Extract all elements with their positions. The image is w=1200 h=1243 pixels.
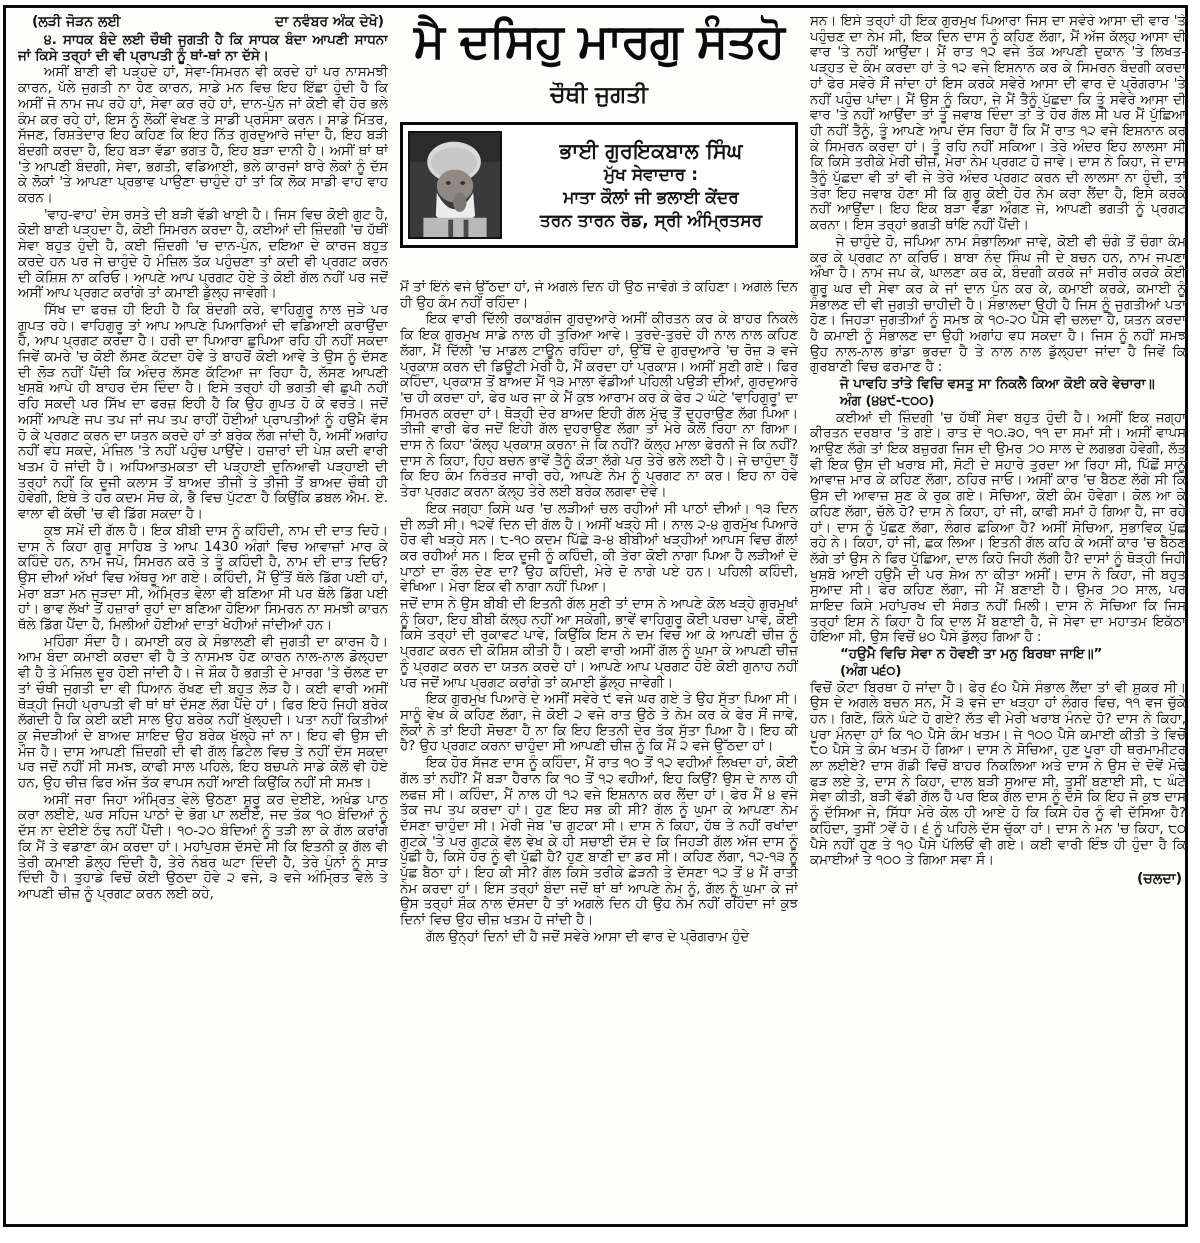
column-right [810,14,1186,1216]
author-photo [408,131,502,239]
scripture-quote-line: ਅੰਗ (੪੪੯-੮੦੦) [840,393,935,409]
author-box [400,122,798,248]
paragraph: ਅਸੀਂ ਬਾਣੀ ਵੀ ਪੜ੍ਹਦੇ ਹਾਂ, ਸੇਵਾ-ਸਿਮਰਨ ਵੀ ਕਰਦੇ ਹਾਂ ਪਰ ਨਾਸਮਝੀ ਕਾਰਨ, ਪੱਲੇ ਜੁਗਤੀ ਨਾ ਹੋਣ ਕਾਰਨ, ਸਾਡੇ ਮਨ ਵਿਚ ਇਹ ਇੱਛਾ ਹੁੰਦੀ ਹੈ ਕਿ ਅਸੀਂ ਜੋ ਨਾਮ ਜਪ ਰਹੇ ਹਾਂ, ਸੇਵਾ ਕਰ ਰਹੇ ਹਾਂ, ਦਾਨ-ਪੁੰਨ ਜਾਂ ਕੋਈ ਵੀ ਹੋਰ ਭਲੇ ਕੰਮ ਕਰ ਰਹੇ ਹਾਂ, ਇਸ ਨੂੰ ਲੋਕੀਂ ਵੇਖਣ ਤੇ ਸਾਡੀ ਪ੍ਰਸੰਸਾ ਕਰਨ। ਸਾਡੇ ਮਿੱਤਰ, ਸੱਜਣ, ਰਿਸ਼ਤੇਦਾਰ ਇਹ ਕਹਿਣ ਕਿ ਇਹ ਨਿੱਤ ਗੁਰਦੁਆਰੇ ਜਾਂਦਾ ਹੈ, ਇਹ ਬੜੀ ਬੰਦਗੀ ਕਰਦਾ ਹੈ, ਇਹ ਬੜਾ ਵੱਡਾ ਭਗਤ ਹੈ, ਇਹ ਬੜਾ ਦਾਨੀ ਹੈ। ਅਸੀਂ ਥਾਂ ਥਾਂ 'ਤੇ ਆਪਣੀ ਬੰਦਗੀ, ਸੇਵਾ, ਭਗਤੀ, ਵਡਿਆਈ, ਭਲੇ ਕਾਰਜਾਂ ਬਾਰੇ ਲੋਕਾਂ ਨੂੰ ਦੱਸ ਕੇ ਲੋਕਾਂ 'ਤੇ ਆਪਣਾ ਪ੍ਰਭਾਵ ਪਾਉਣਾ ਚਾਹੁੰਦੇ ਹਾਂ ਤਾਂ ਕਿ ਲੋਕ ਸਾਡੀ ਵਾਹ ਵਾਹ ਕਰਨ। [18,65,388,207]
column-left-text [18,33,388,903]
paragraph: ਕੁਝ ਸਮੇਂ ਦੀ ਗੱਲ ਹੈ। ਇਕ ਬੀਬੀ ਦਾਸ ਨੂੰ ਕਹਿੰਦੀ, ਨਾਮ ਦੀ ਦਾਤ ਦਿਹੋ। ਦਾਸ ਨੇ ਕਿਹਾ ਗੁਰੂ ਸਾਹਿਬ ਤੇ ਆਪ 1430 ਅੰਗਾਂ ਵਿਚ ਆਵਾਜ਼ਾਂ ਮਾਰ ਕੇ ਕਹਿੰਦੇ ਹਨ, ਨਾਮ ਜਪੋ, ਸਿਮਰਨ ਕਰੋ ਤੇ ਤੂੰ ਕਹਿੰਦੀ ਹੈ, ਨਾਮ ਦੀ ਦਾਤ ਦਿਓ? ਉਸ ਦੀਆਂ ਅੱਖਾਂ ਵਿਚ ਅੱਥਰੂ ਆ ਗਏ। ਕਹਿੰਦੀ, ਮੈਂ ਉੱਤੋਂ ਥੱਲੇ ਡਿੱਗ ਪਈ ਹਾਂ, ਮੇਰਾ ਬੜਾ ਮਨ ਜੁੜਦਾ ਸੀ, ਅੰਮ੍ਰਿਤ ਵੇਲਾ ਵੀ ਬਣਿਆ ਸੀ ਪਰ ਥੱਲੇ ਡਿੱਗ ਪਈ ਹਾਂ। ਭਾਵ ਲੱਖਾਂ ਤੋਂ ਹਜ਼ਾਰਾਂ ਰੁਹਾਂ ਦਾ ਬਣਿਆ ਹੋਇਆ ਸਿਮਰਨ ਨਾ ਸਮਝੀ ਕਾਰਨ ਥੱਲੇ ਡਿੱਗ ਪੈਂਦਾ ਹੈ, ਮਿਲੀਆਂ ਹੋਈਆਂ ਦਾਤਾਂ ਖੋਹੀਆਂ ਜਾਂਦੀਆਂ ਹਨ। [18,523,388,634]
paragraph: ਮੈਂ ਤਾਂ ਇੰਨੇ ਵਜੇ ਉੱਠਦਾ ਹਾਂ, ਜੇ ਅਗਲੇ ਦਿਨ ਹੀ ਉਠ ਜਾਵੋਗੇ ਤੇ ਕਹਿਣਾ। ਅਗਲੇ ਦਿਨ ਹੀ ਉਹ ਕੰਮ ਨਹੀਂ ਰਹਿੰਦਾ। [400,280,798,311]
column-middle-text [400,280,798,946]
author-name: ਭਾਈ ਗੁਰਇਕਬਾਲ ਸਿੰਘ [559,138,743,163]
author-meta [512,138,790,233]
paragraph: ਸਨ। ਇਸੇ ਤਰ੍ਹਾਂ ਹੀ ਇਕ ਗੁਰਮੁਖ ਪਿਆਰਾ ਜਿਸ ਦਾ ਸਵੇਰੇ ਆਸਾ ਦੀ ਵਾਰ 'ਤੇ ਪਹੁੰਚਣ ਦਾ ਨੇਮ ਸੀ, ਇਕ ਦਿਨ ਦਾਸ ਨੂੰ ਕਹਿਣ ਲੱਗਾ, ਮੈਂ ਅੱਜ ਕੱਲ੍ਹ ਆਸਾ ਦੀ ਵਾਰ 'ਤੇ ਨਹੀਂ ਆਉਂਦਾ। ਮੈਂ ਰਾਤ ੧੨ ਵਜੇ ਤੱਕ ਆਪਣੀ ਦੁਕਾਨ 'ਤੇ ਲਿਖਤ-ਪੜ੍ਹਤ ਦੇ ਕੰਮ ਕਰਦਾ ਹਾਂ ਤੇ ੧੨ ਵਜੇ ਇਸ਼ਨਾਨ ਕਰ ਕੇ ਸਿਮਰਨ ਬੰਦਗੀ ਕਰਦਾ ਹਾਂ ਫੇਰ ਸਵੇਰੇ ਸੌਂ ਜਾਂਦਾ ਹਾਂ ਇਸ ਕਰਕੇ ਸਵੇਰੇ ਆਸਾ ਦੀ ਵਾਰ ਦੇ ਪ੍ਰੋਗਰਾਮ 'ਤੇ ਨਹੀਂ ਪਹੁੰਚ ਪਾਂਦਾ। ਮੈਂ ਉਸ ਨੂੰ ਕਿਹਾ, ਜੇ ਮੈਂ ਤੈਨੂੰ ਪੁੱਛਦਾ ਕਿ ਤੂੰ ਸਵੇਰੇ ਆਸਾ ਦੀ ਵਾਰ 'ਤੇ ਨਹੀਂ ਆਉਂਦਾ ਤਾਂ ਤੂੰ ਜਵਾਬ ਦਿੰਦਾ ਤਾਂ ਤੇ ਹੋਰ ਗੱਲ ਸੀ ਪਰ ਮੈਂ ਪੁੱਛਿਆ ਹੀ ਨਹੀਂ ਤੈਨੂੰ, ਤੂੰ ਆਪਣੇ ਆਪ ਦੱਸ ਰਿਹਾ ਹੈਂ ਕਿ ਮੈਂ ਰਾਤ ੧੨ ਵਜੇ ਇਸ਼ਨਾਨ ਕਰ ਕੇ ਸਿਮਰਨ ਕਰਦਾ ਹਾਂ। ਤੂੰ ਰਹਿ ਨਹੀਂ ਸਕਿਆ। ਤੇਰੇ ਅੰਦਰ ਇਹ ਲਾਲਸਾ ਸੀ ਕਿ ਕਿਸੇ ਤਰੀਕੇ ਮੇਰੀ ਚੀਜ਼, ਮੇਰਾ ਨੇਮ ਪ੍ਰਗਟ ਹੋ ਜਾਵੇ। ਦਾਸ ਨੇ ਕਿਹਾ, ਜੇ ਦਾਸ ਤੈਨੂੰ ਪੁੱਛਦਾ ਵੀ ਤਾਂ ਵੀ ਜੇ ਤੇਰੇ ਅੰਦਰ ਪ੍ਰਗਟ ਕਰਨ ਦੀ ਲਾਲਸਾ ਨਾ ਹੁੰਦੀ, ਤਾਂ ਤੇਰਾ ਇਹ ਜਵਾਬ ਹੋਣਾ ਸੀ ਕਿ ਗੁਰੂ ਕੋਈ ਹੋਰ ਨੇਮ ਕਰਾ ਲੈਂਦਾ ਹੈ, ਇਸੇ ਕਰਕੇ ਨਹੀਂ ਆਉਂਦਾ। ਇਹ ਇਕ ਬੜਾ ਵੱਡਾ ਔਗਣ ਜੇ, ਆਪਣੀ ਭਗਤੀ ਨੂੰ ਪ੍ਰਗਟ ਕਰਨਾ। ਇਸ ਤਰ੍ਹਾਂ ਭਗਤੀ ਥਾਂਇ ਨਹੀਂ ਪੈਂਦੀ। [810,14,1186,234]
paragraph: ਇਕ ਜਗ੍ਹਾ ਕਿਸੇ ਘਰ 'ਚ ਲੜੀਆਂ ਚਲ ਰਹੀਆਂ ਸੀ ਪਾਠਾਂ ਦੀਆਂ। ੧੩ ਦਿਨ ਦੀ ਲੜੀ ਸੀ। ੧੨ਵੇਂ ਦਿਨ ਦੀ ਗੱਲ ਹੈ। ਅਸੀਂ ਖੜ੍ਹੇ ਸੀ। ਨਾਲ ੨-੪ ਗੁਰਮੁੱਖ ਪਿਆਰੇ ਹੋਰ ਵੀ ਖੜ੍ਹੇ ਸਨ। ੮-੧੦ ਕਦਮ ਪਿੱਛੇ ੩-੪ ਬੀਬੀਆਂ ਖੜ੍ਹੀਆਂ ਆਪਸ ਵਿਚ ਗੱਲਾਂ ਕਰ ਰਹੀਆਂ ਸਨ। ਇਕ ਦੂਜੀ ਨੂੰ ਕਹਿੰਦੀ, ਕੀ ਤੇਰਾ ਕੋਈ ਨਾਗਾ ਪਿਆ ਹੈ ਲੜੀਆਂ ਦੇ ਪਾਠਾਂ ਦਾ ਰੌਲ ਦੇਣ ਦਾ? ਉਹ ਕਹਿੰਦੀ, ਮੇਰੇ ਦੋ ਨਾਗੇ ਪਏ ਹਨ। ਪਹਿਲੀ ਕਹਿੰਦੀ, ਵੇਖਿਆ। ਮੇਰਾ ਇਕ ਵੀ ਨਾਗਾ ਨਹੀਂ ਪਿਆ। [400,501,798,596]
page-title: ਮੈ ਦਸਿਹੁ ਮਾਰਗੁ ਸੰਤਹੋ [414,14,784,69]
headline-block [400,10,798,248]
paragraph: ਗੱਲ ਉਨ੍ਹਾਂ ਦਿਨਾਂ ਦੀ ਹੈ ਜਦੋਂ ਸਵੇਰੇ ਆਸਾ ਦੀ ਵਾਰ ਦੇ ਪ੍ਰੋਗਰਾਮ ਹੁੰਦੇ [426,929,750,945]
series-note-right: ਦਾ ਨਵੰਬਰ ਅੰਕ ਦੇਖੋ) [275,14,384,30]
column-left [18,14,388,1214]
series-note [18,14,388,31]
paragraph: ਸਿੱਖ ਦਾ ਫਰਜ਼ ਹੀ ਇਹੀ ਹੈ ਕਿ ਬੰਦਗੀ ਕਰੇ, ਵਾਹਿਗੁਰੂ ਨਾਲ ਜੁੜੇ ਪਰ ਗੁਪਤ ਰਹੇ। ਵਾਹਿਗੁਰੂ ਤਾਂ ਆਪ ਆਪਣੇ ਪਿਆਰਿਆਂ ਦੀ ਵਡਿਆਈ ਕਰਾਉਂਦਾ ਹੈ, ਆਪ ਪ੍ਰਗਟ ਕਰਦਾ ਹੈ। ਹਰੀ ਦਾ ਪਿਆਰਾ ਛੁਪਿਆ ਰਹਿ ਹੀ ਨਹੀਂ ਸਕਦਾ ਜਿਵੇਂ ਕਮਰੇ 'ਚ ਕੋਈ ਲੱਸਣ ਕੱਟਦਾ ਹੋਵੇ ਤੇ ਬਾਹਰੋਂ ਕੋਈ ਆਵੇ ਤੇ ਉਸ ਨੂੰ ਦੱਸਣ ਦੀ ਲੋੜ ਨਹੀਂ ਪੈਂਦੀ ਕਿ ਅੰਦਰ ਲੱਸਣ ਕੱਟਿਆ ਜਾ ਰਿਹਾ ਹੈ, ਲੱਸਣ ਆਪਣੀ ਖੁਸ਼ਬੋ ਆਪੇ ਹੀ ਬਾਹਰ ਦੱਸ ਦਿੰਦਾ ਹੈ। ਇਸੇ ਤਰ੍ਹਾਂ ਹੀ ਭਗਤੀ ਵੀ ਛੁਪੀ ਨਹੀਂ ਰਹਿ ਸਕਦੀ ਪਰ ਸਿੱਖ ਦਾ ਫਰਜ਼ ਇਹੀ ਹੈ ਕਿ ਉਹ ਗੁਪਤ ਹੋ ਕੇ ਵਰਤੇ। ਜਦੋਂ ਅਸੀਂ ਆਪਣੇ ਜਪ ਤਪ ਜਾਂ ਜਪ ਤਪ ਰਾਹੀਂ ਹੋਈਆਂ ਪ੍ਰਾਪਤੀਆਂ ਨੂੰ ਹਉਮੈ ਵੱਸ ਹੋ ਕੇ ਪ੍ਰਗਟ ਕਰਨ ਦਾ ਯਤਨ ਕਰਦੇ ਹਾਂ ਤਾਂ ਬਰੇਕ ਲੱਗ ਜਾਂਦੀ ਹੈ, ਅਸੀਂ ਅਗਾਂਹ ਨਹੀਂ ਵਧ ਸਕਦੇ, ਮੰਜ਼ਿਲ 'ਤੇ ਨਹੀਂ ਪਹੁੰਚ ਪਾਉਂਦੇ। ਹਜ਼ਾਰਾਂ ਦੀ ਪੇਸ਼ ਕਦੀ ਵਾਰੀ ਖਤਮ ਹੋ ਜਾਂਦੀ ਹੈ। ਅਧਿਆਤਮਕਤਾ ਦੀ ਪੜ੍ਹਾਈ ਦੁਨਿਆਵੀ ਪੜ੍ਹਾਈ ਦੀ ਤਰ੍ਹਾਂ ਨਹੀਂ ਕਿ ਦੂਜੀ ਕਲਾਸ ਤੋਂ ਬਾਅਦ ਤੀਜੀ ਤੇ ਤੀਜੀ ਤੋਂ ਬਾਅਦ ਚੌਥੀ ਹੀ ਹੋਵੇਗੀ, ਇਥੇ ਤੇ ਹਰ ਕਦਮ ਸੋਚ ਕੇ, ਭੈ ਵਿਚ ਪੁੱਟਣਾ ਹੈ ਕਿਉਂਕਿ ਡਬਲ ਐਮ. ਏ. ਵਾਲਾ ਵੀ ਕੱਚੀ 'ਚ ਵੀ ਡਿੱਗ ਸਕਦਾ ਹੈ। [18,302,388,523]
column-right-text [810,14,1186,888]
scripture-quote-line: (ਅੰਗ ੫੬੦) [840,663,902,679]
scripture-quote-line: “ਹਉਮੈ ਵਿਚਿ ਸੇਵਾ ਨ ਹੋਵਈ ਤਾ ਮਨੁ ਬਿਰਥਾ ਜਾਇ॥” [840,647,1103,663]
paragraph: ਜਦੋਂ ਦਾਸ ਨੇ ਉਸ ਬੀਬੀ ਦੀ ਇਤਨੀ ਗੱਲ ਸੁਣੀ ਤਾਂ ਦਾਸ ਨੇ ਆਪਣੇ ਕੋਲ ਖੜ੍ਹੇ ਗੁਰਮੁਖਾਂ ਨੂੰ ਕਿਹਾ, ਇਹ ਬੀਬੀ ਕੱਲ੍ਹ ਨਹੀਂ ਆ ਸਕੇਗੀ, ਭਾਵੇਂ ਵਾਹਿਗੁਰੂ ਕੋਈ ਪਰਚਾ ਪਾਵੇ, ਕੋਈ ਕਿਸੇ ਤਰ੍ਹਾਂ ਦੀ ਰੁਕਾਵਟ ਪਾਵੇ, ਕਿਉਂਕਿ ਇਸ ਨੇ ਦਮ ਵਿਚ ਆ ਕੇ ਆਪਣੀ ਚੀਜ਼ ਨੂੰ ਪ੍ਰਗਟ ਕਰਨ ਦੀ ਕੋਸ਼ਿਸ਼ ਕੀਤੀ ਹੈ। ਕਈ ਵਾਰੀ ਅਸੀਂ ਗੱਲ ਨੂੰ ਘੁਮਾ ਕੇ ਆਪਣੀ ਚੀਜ਼ ਨੂੰ ਪ੍ਰਗਟ ਕਰਨ ਦਾ ਯਤਨ ਕਰਦੇ ਹਾਂ। ਆਪਣੇ ਆਪ ਪ੍ਰਗਟ ਹੋਏ ਕੋਈ ਗੁਨਾਹ ਨਹੀਂ ਪਰ ਜਦੋਂ ਆਪ ਪ੍ਰਗਟ ਕਰਾਂਗੇ ਤਾਂ ਕਮਾਈ ਡੁੱਲ੍ਹ ਜਾਵੇਗੀ। [400,597,798,691]
column-middle [400,280,798,1216]
paragraph: ਇਕ ਵਾਰੀ ਦਿੱਲੀ ਰਕਾਬਗੰਜ ਗੁਰਦੁਆਰੇ ਅਸੀਂ ਕੀਰਤਨ ਕਰ ਕੇ ਬਾਹਰ ਨਿਕਲੇ ਕਿ ਇਕ ਗੁਰਮੁਖ ਸਾਡੇ ਨਾਲ ਹੀ ਤੁਰਿਆ ਆਵੇ। ਤੁਰਦੇ-ਤੁਰਦੇ ਹੀ ਨਾਲ ਨਾਲ ਕਹਿਣ ਲੱਗਾ, ਮੈਂ ਦਿੱਲੀ 'ਚ ਮਾਡਲ ਟਾਊਨ ਰਹਿੰਦਾ ਹਾਂ, ਉੱਥੋਂ ਦੇ ਗੁਰਦੁਆਰੇ 'ਚ ਰੋਜ਼ ੩ ਵਜੇ ਪ੍ਰਕਾਸ਼ ਕਰਨ ਦੀ ਡਿਊਟੀ ਮੇਰੀ ਹੈ, ਮੈਂ ਕਰਦਾ ਹਾਂ ਪ੍ਰਕਾਸ਼। ਅਸੀਂ ਸੁਣੀ ਗਏ। ਫਿਰ ਕਹਿੰਦਾ, ਪ੍ਰਕਾਸ਼ ਤੋਂ ਬਾਅਦ ਮੈਂ ੧੩ ਮਾਲਾ ਵੱਡੀਆਂ ਪਹਿਲੀ ਪਉੜੀ ਦੀਆਂ, ਗੁਰਦੁਆਰੇ 'ਚ ਹੀ ਕਰਦਾ ਹਾਂ, ਫੇਰ ਘਰ ਜਾ ਕੇ ਮੈਂ ਕੁਝ ਆਰਾਮ ਕਰ ਕੇ ਫੇਰ ੨ ਘੰਟੇ 'ਵਾਹਿਗੁਰੂ' ਦਾ ਸਿਮਰਨ ਕਰਦਾ ਹਾਂ। ਥੋੜ੍ਹੀ ਦੇਰ ਬਾਅਦ ਇਹੀ ਗੱਲ ਮੁੱਢ ਤੋਂ ਦੁਹਰਾਉਣ ਲੱਗ ਪਿਆ। ਤੀਜੀ ਵਾਰੀ ਫੇਰ ਜਦੋਂ ਇਹੀ ਗੱਲ ਦੁਹਰਾਉਣ ਲੱਗਾ ਤਾਂ ਮੇਰੇ ਕੋਲੋਂ ਰਿਹਾ ਨਾ ਗਿਆ। ਦਾਸ ਨੇ ਕਿਹਾ 'ਕੱਲ੍ਹ ਪ੍ਰਕਾਸ਼ ਕਰਨਾ ਜੇ ਕਿ ਨਹੀਂ? ਕੱਲ੍ਹ ਮਾਲਾ ਫੇਰਨੀ ਜੇ ਕਿ ਨਹੀਂ? ਦਾਸ ਨੇ ਕਿਹਾ, ਹਿਹ ਬਚਨ ਭਾਵੇਂ ਤੈਨੂੰ ਕੌੜਾ ਲੱਗੇ ਪਰ ਤੇਰੇ ਭਲੇ ਲਈ ਹੈ। ਜੇ ਚਾਹੁੰਦਾ ਹੈਂ ਕਿ ਇਹ ਕੰਮ ਨਿਰੰਤਰ ਜਾਰੀ ਰਹੇ, ਆਪਣੇ ਨੇਮ ਨੂੰ ਪ੍ਰਗਟ ਨਾ ਕਰ। ਇਹ ਨਾ ਹੋਵੇ ਤੇਰਾ ਪ੍ਰਗਟ ਕਰਨਾ ਕੱਲ੍ਹ ਤੇਰੇ ਲਈ ਬਰੇਕ ਲਗਵਾ ਦੇਵੇ। [400,312,798,501]
continuation-note: (ਚਲਦਾ) [1137,870,1182,887]
paragraph: ਮਹਿੰਗਾ ਸੌਦਾ ਹੈ। ਕਮਾਈ ਕਰ ਕੇ ਸੰਭਾਲਣੀ ਵੀ ਜੁਗਤੀ ਦਾ ਕਾਰਜ ਹੈ। ਆਮ ਬੰਦਾ ਕਮਾਈ ਕਰਦਾ ਵੀ ਹੈ ਤੇ ਨਾਸਮਝ ਹੋਣ ਕਾਰਨ ਨਾਲ-ਨਾਲ ਡੋਲ੍ਹਦਾ ਵੀ ਹੈ ਤੇ ਮੰਜ਼ਿਲ ਦੂਰ ਹੋਈ ਜਾਂਦੀ ਹੈ। ਜੇ ਸ਼ੌਕ ਹੈ ਭਗਤੀ ਦੇ ਮਾਰਗ 'ਤੇ ਚੱਲਣ ਦਾ ਤਾਂ ਚੌਥੀ ਜੁਗਤੀ ਦਾ ਵੀ ਧਿਆਨ ਰੱਖਣ ਦੀ ਬਹੁਤ ਲੋੜ ਹੈ। ਕਈ ਵਾਰੀ ਅਸੀਂ ਥੋੜ੍ਹੀ ਜਿਹੀ ਪ੍ਰਾਪਤੀ ਵੀ ਥਾਂ ਥਾਂ ਦੱਸਣ ਲੱਗ ਪੈਂਦੇ ਹਾਂ। ਫਿਰ ਇਹੋ ਜਿਹੀ ਬਰੇਕ ਲੱਗਦੀ ਹੈ ਕਿ ਕਈ ਕਈ ਸਾਲ ਉਹ ਬਰੇਕ ਨਹੀਂ ਖੁੱਲ੍ਹਦੀ। ਪਤਾ ਨਹੀਂ ਕਿਤੀਆਂ ਕੁ ਜੋਦੜੀਆਂ ਦੇ ਬਾਅਦ ਸ਼ਾਇਦ ਉਹ ਬਰੇਕ ਖੁੱਲ੍ਹੇ ਜਾਂ ਨਾ। ਇਹ ਵੀ ਉਸ ਦੀ ਮੌਜ ਹੈ। ਦਾਸ ਆਪਣੀ ਜ਼ਿੰਦਗੀ ਦੀ ਵੀ ਗੱਲ ਡਿਟੇਲ ਵਿਚ ਤੇ ਨਹੀਂ ਦੱਸ ਸਕਦਾ ਪਰ ਜਦੋਂ ਨਹੀਂ ਸੀ ਸਮਝ, ਕਾਫੀ ਸਾਲ ਪਹਿਲੇ, ਇਹ ਬਚਪਨੇ ਸਾਡੇ ਕੋਲੋਂ ਵੀ ਹੋਏ ਹਨ, ਉਹ ਚੀਜ਼ ਫਿਰ ਅੱਜ ਤੱਕ ਵਾਪਸ ਨਹੀਂ ਆਈ ਕਿਉਂਕਿ ਨਹੀਂ ਸੀ ਸਮਝ। [18,634,388,792]
series-note-left: (ਲੜੀ ਜੋੜਨ ਲਈ [32,14,121,30]
scripture-quote-line: ਜੋ ਪਾਵਹਿ ਤਾਂਤੇ ਵਿਚਿ ਵਸਤੁ ਸਾ ਨਿਕਲੈ ਕਿਆ ਕੋਈ ਕਰੇ ਵੇਚਾਰਾ॥ [840,377,1155,393]
kicker: ਚੌਥੀ ਜੁਗਤੀ [550,82,648,108]
paragraph: ਇਕ ਹੋਰ ਸੱਜਣ ਦਾਸ ਨੂੰ ਕਹਿੰਦਾ, ਮੈਂ ਰਾਤ ੧੦ ਤੋਂ ੧੨ ਵਹੀਆਂ ਲਿਖਦਾ ਹਾਂ, ਕੋਈ ਗੱਲ ਤਾਂ ਨਹੀਂ? ਮੈਂ ਬੜਾ ਹੈਰਾਨ ਕਿ ੧੦ ਤੋਂ ੧੨ ਵਹੀਆਂ, ਇਹ ਕਿਉਂ? ਉਸ ਦੇ ਨਾਲ ਹੀ ਲਫਜ਼ ਸੀ। ਕਹਿੰਦਾ, ਮੈਂ ਨਾਲ ਹੀ ੧੨ ਵਜੇ ਇਸ਼ਨਾਨ ਕਰ ਲੈਂਦਾ ਹਾਂ। ਫੇਰ ਮੈਂ ੪ ਵਜੇ ਤੱਕ ਜਪ ਤਪ ਕਰਦਾ ਹਾਂ। ਹੁਣ ਇਹ ਸਭ ਕੀ ਸੀ? ਗੱਲ ਨੂੰ ਘੁਮਾ ਕੇ ਆਪਣਾ ਨੇਮ ਦੱਸਣਾ ਚਾਹੁੰਦਾ ਸੀ। ਮੇਰੀ ਜੇਬ 'ਚ ਗੁਟਕਾ ਸੀ। ਦਾਸ ਨੇ ਕਿਹਾ, ਹੱਥ ਤੇ ਨਹੀਂ ਰਖਾਂਦਾ ਗੁਟਕੇ 'ਤੇ ਪਰ ਗੁਟਕੇ ਵੱਲ ਵੇਖ ਕੇ ਹੀ ਸਚਾਈ ਦੱਸ ਦੇ ਕਿ ਜਿਹੜੀ ਗੱਲ ਅੱਜ ਦਾਸ ਨੂੰ ਪੁੱਛੀ ਹੈ, ਕਿਸੇ ਹੋਰ ਨੂੰ ਵੀ ਪੁੱਛੀ ਹੈ? ਹੁਣ ਬਾਣੀ ਦਾ ਡਰ ਸੀ। ਕਹਿਣ ਲੱਗਾ, ੧੨-੧੩ ਨੂੰ ਪੁੱਛ ਬੈਠਾ ਹਾਂ। ਇਹ ਕੀ ਸੀ? ਗੱਲ ਕਿਸੇ ਤਰੀਕੇ ਛੇੜਨੀ ਤੇ ਦੱਸਣਾ ੧੨ ਤੋਂ ੪ ਮੈਂ ਰਾਤੀ ਨੇਮ ਕਰਦਾ ਹਾਂ। ਇਸ ਤਰ੍ਹਾਂ ਬੰਦਾ ਜਦੋਂ ਥਾਂ ਥਾਂ ਆਪਣੇ ਨੇਮ ਨੂੰ, ਗੱਲ ਨੂੰ ਘੁਮਾ ਕੇ ਜਾਂ ਉਸ ਤਰ੍ਹਾਂ ਸ਼ੌਕ ਨਾਲ ਦੱਸਦਾ ਹੈ ਤਾਂ ਅਗਲੇ ਦਿਨ ਹੀ ਉਹ ਨੇਮ ਨਹੀਂ ਰਹਿੰਦਾ ਜਾਂ ਕੁਝ ਦਿਨਾਂ ਵਿਚ ਉਹ ਚੀਜ਼ ਖਤਮ ਹੋ ਜਾਂਦੀ ਹੈ। [400,756,798,929]
paragraph: ਵਿਚੋਂ ਕੋਟਾ ਬਿਰਥਾ ਹੋ ਜਾਂਦਾ ਹੈ। ਫੇਰ ੬੦ ਪੈਸੇ ਸੰਭਾਲ ਲੈਂਦਾ ਤਾਂ ਵੀ ਸ਼ੁਕਰ ਸੀ। ਉਸ ਦੇ ਅਗਲੇ ਬਚਨ ਸਨ, ਮੈਂ ੩ ਵਜੇ ਦਾ ਖੜ੍ਹਾ ਹਾਂ ਲੰਗਰ ਵਿਚ, ੧੧ ਵਜ ਚੁੱਕੇ ਹਨ। ਗਿਣੋ, ਕਿੰਨੇ ਘੰਟੇ ਹੋ ਗਏ? ਲੱਤ ਵੀ ਮੇਰੀ ਖਰਾਬ ਮੰਨਦੇ ਹੋ? ਦਾਸ ਨੇ ਕਿਹਾ, ਪੂਰਾ ਮੰਨਦਾ ਹਾਂ ਕਿ ੧੦ ਪੈਸੇ ਕੰਮ ਖਤਮ। ਜੇ ੧੦੦ ਪੈਸੇ ਕਮਾਈ ਕੀਤੀ ਤੇ ਵਿਚੋਂ ੮੦ ਪੈਸੇ ਤੇ ਕੰਮ ਖਤਮ ਹੋ ਗਿਆ। ਦਾਸ ਨੇ ਸੋਚਿਆ, ਹੁਣ ਪੂਰਾ ਹੀ ਥਰਮਾਮੀਟਰ ਲਾ ਲਈਏ? ਦਾਸ ਗੱਡੀ ਵਿਚੋਂ ਬਾਹਰ ਨਿਕਲਿਆ ਅਤੇ ਦਾਸ ਨੇ ਉਸ ਦੇ ਦੋਵੇਂ ਮੋਢੇ ਫੜ ਲਏ ਤੇ, ਦਾਸ ਨੇ ਕਿਹਾ, ਦਾਲ ਬੜੀ ਸੁਆਦ ਸੀ, ਤੁਸੀਂ ਬਣਾਈ ਸੀ, ੮ ਘੰਟੇ ਸੇਵਾ ਕੀਤੀ, ਬੜੀ ਵੱਡੀ ਗੱਲ ਹੈ ਪਰ ਇਕ ਗੱਲ ਦਾਸ ਨੂੰ ਦੱਸੋ ਕਿ ਇਹ ਜੋ ਕੁਝ ਦਾਸ ਨੂੰ ਦੱਸਿਆ ਜੇ, ਸਿੱਧਾ ਮੇਰੇ ਕੋਲ ਹੀ ਆਏ ਹੋ ਕਿ ਕਿਸੇ ਹੋਰ ਨੂੰ ਵੀ ਦੱਸਿਆ ਹੈ? ਕਹਿੰਦਾ, ਤੁਸੀਂ ੭ਵੇਂ ਹੋ। ੬ ਨੂੰ ਪਹਿਲੇ ਦੱਸ ਚੁੱਕਾ ਹਾਂ। ਦਾਸ ਨੇ ਮਨ 'ਚ ਕਿਹਾ, ੮੦ ਪੈਸੇ ਨਹੀਂ ਹੁਣ ਤੇ ੧੦ ਪੈਸੇ ਪੱਲਿਓਂ ਵੀ ਗਏ। ਕਈ ਵਾਰੀ ਇੰਝ ਹੀ ਹੁੰਦਾ ਹੈ ਕਿ ਕਮਾਈਆਂ ਤੇ ੧੦੦ ਤੇ ਗਿਆ ਸਵਾ ਸੌ। [810,680,1186,869]
paragraph: ੪. ਸਾਧਕ ਬੰਦੇ ਲਈ ਚੌਥੀ ਜੁਗਤੀ ਹੈ ਕਿ ਸਾਧਕ ਬੰਦਾ ਆਪਣੀ ਸਾਧਨਾ ਜਾਂ ਕਿਸੇ ਤਰ੍ਹਾਂ ਦੀ ਵੀ ਪ੍ਰਾਪਤੀ ਨੂੰ ਥਾਂ-ਥਾਂ ਨਾ ਦੱਸੇ। [18,33,388,64]
paragraph: ਇਕ ਗੁਰਮੁਖ ਪਿਆਰੇ ਦੇ ਅਸੀਂ ਸਵੇਰੇ ੯ ਵਜੇ ਘਰ ਗਏ ਤੇ ਉਹ ਸੁੱਤਾ ਪਿਆ ਸੀ। ਸਾਨੂੰ ਵੇਖ ਕੇ ਕਹਿਣ ਲੱਗਾ, ਜੇ ਕੋਈ ੨ ਵਜੇ ਰਾਤ ਉਠੇ ਤੇ ਨੇਮ ਕਰ ਕੇ ਫੇਰ ਸੌਂ ਜਾਵੇ, ਲੋਕਾਂ ਨੇ ਤਾਂ ਇਹੀ ਸੋਚਣਾ ਹੈ ਨਾ ਕਿ ਇਹ ਇਤਨੀ ਦੇਰ ਤੱਕ ਸੁੱਤਾ ਪਿਆ ਹੈ। ਇਹ ਕੀ ਹੈ? ਉਹ ਪ੍ਰਗਟ ਕਰਨਾ ਚਾਹੁੰਦਾ ਸੀ ਆਪਣੀ ਚੀਜ਼ ਨੂੰ ਕਿ ਮੈਂ ੨ ਵਜੇ ਉੱਠਦਾ ਹਾਂ। [400,692,798,755]
paragraph: ਅਸੀਂ ਜਰਾ ਜਿਹਾ ਅੰਮ੍ਰਿਤ ਵੇਲੇ ਉਠਣਾ ਸ਼ੁਰੂ ਕਰ ਦੇਈਏ, ਅਖੰਡ ਪਾਠ ਕਰਾ ਲਈਏ, ਘਰ ਸਹਿਜ ਪਾਠਾਂ ਦੇ ਭੋਗ ਪਾ ਲਈਏ, ਜਦ ਤੱਕ ੧੦ ਬੰਦਿਆਂ ਨੂੰ ਦੱਸ ਨਾ ਦੇਈਏ ਠੰਢ ਨਹੀਂ ਪੈਂਦੀ। ੧੦-੨੦ ਬੰਦਿਆਂ ਨੂੰ ਤੜੀ ਲਾ ਕੇ ਗੱਲ ਕਰਾਂਗੇ ਕਿ ਮੈਂ ਤੇ ਵਡਾਣਾ ਕੰਮ ਕਰਦਾ ਹਾਂ। ਮਹਾਂਪੁਰਸ਼ ਦੱਸਦੇ ਸੀ ਕਿ ਇਤਨੀ ਕੁ ਗੱਲ ਵੀ ਤੇਰੀ ਕਮਾਈ ਡੋਲ੍ਹ ਦਿੰਦੀ ਹੈ, ਤੇਰੇ ਨੰਬਰ ਘਟਾ ਦਿੰਦੀ ਹੈ, ਤੇਰੇ ਪੁੰਨਾਂ ਨੂੰ ਸਾੜ ਦਿੰਦੀ ਹੈ। ਤੁਹਾਡੇ ਵਿਚੋਂ ਕੋਈ ਉਠਦਾ ਹੋਵੇ ੨ ਵਜੇ, ੩ ਵਜੇ ਅੰਮ੍ਰਿਤ ਵੇਲੇ ਤੇ ਆਪਣੀ ਚੀਜ਼ ਨੂੰ ਪ੍ਰਗਟ ਕਰਨ ਲਈ ਕਹੇ, [18,792,388,902]
author-address: ਤਰਨ ਤਾਰਨ ਰੋਡ, ਸ੍ਰੀ ਅੰਮ੍ਰਿਤਸਰ [539,210,763,231]
author-organization: ਮਾਤਾ ਕੌਲਾਂ ਜੀ ਭਲਾਈ ਕੇਂਦਰ [563,187,739,208]
paragraph: ਕਈਆਂ ਦੀ ਜ਼ਿੰਦਗੀ 'ਚ ਹੱਥੀਂ ਸੇਵਾ ਬਹੁਤ ਹੁੰਦੀ ਹੈ। ਅਸੀਂ ਇਕ ਜਗ੍ਹਾ ਕੀਰਤਨ ਦਰਬਾਰ 'ਤੇ ਗਏ। ਰਾਤ ਦੇ ੧੦.੩੦, ੧੧ ਦਾ ਸਮਾਂ ਸੀ। ਅਸੀਂ ਵਾਪਸ ਆਉਣ ਲੱਗੇ ਤਾਂ ਇਕ ਬਜ਼ੁਰਗ ਜਿਸ ਦੀ ਉਮਰ ੭੦ ਸਾਲ ਦੇ ਲਗਭਗ ਹੋਵੇਗੀ, ਲੱਤ ਵੀ ਇਕ ਉਸ ਦੀ ਖਰਾਬ ਸੀ, ਸੋਟੀ ਦੇ ਸਹਾਰੇ ਤੁਰਦਾ ਆ ਰਿਹਾ ਸੀ, ਪਿੱਛੋਂ ਸਾਨੂੰ ਆਵਾਜ਼ ਮਾਰ ਕੇ ਕਹਿਣ ਲੱਗਾ, ਠਹਿਰ ਜਾਓ। ਅਸੀਂ ਕਾਰ 'ਚ ਬੈਠਣ ਲੱਗੇ ਸੀ ਕਿ ਉਸ ਦੀ ਆਵਾਜ਼ ਸੁਣ ਕੇ ਰੁਕ ਗਏ। ਸੋਚਿਆ, ਕੋਈ ਕੰਮ ਹੋਵੇਗਾ। ਕੋਲ ਆ ਕੇ ਕਹਿਣ ਲੱਗਾ, ਚੱਲੇ ਹੋ? ਦਾਸ ਨੇ ਕਿਹਾ, ਹਾਂ ਜੀ, ਕਾਫੀ ਸਮਾਂ ਹੋ ਗਿਆ ਹੈ, ਜਾ ਰਹੇ ਹਾਂ। ਦਾਸ ਨੂੰ ਪੁੱਛਣ ਲੱਗਾ, ਲੰਗਰ ਛਕਿਆ ਹੈ? ਅਸੀਂ ਸੋਚਿਆ, ਸੁਭਾਵਿਕ ਪੁੱਛ ਰਹੇ ਨੇ। ਕਿਹਾ, ਹਾਂ ਜੀ, ਛਕ ਲਿਆ। ਇਤਨੀ ਗੱਲ ਕਹਿ ਕੇ ਅਸੀਂ ਕਾਰ 'ਚ ਬੈਠਣ ਲੱਗੇ ਤਾਂ ਉਸ ਨੇ ਫਿਰ ਪੁੱਛਿਆ, ਦਾਲ ਕਿਹੋ ਜਿਹੀ ਲੱਗੀ ਹੈ? ਦਾਸਾਂ ਨੂੰ ਥੋੜ੍ਹੀ ਜਿਹੀ ਖੁਸ਼ਬੋ ਆਈ ਹਉਮੈ ਦੀ ਪਰ ਸ਼ੇਅ ਨਾ ਕੀਤਾ ਅਸੀਂ। ਦਾਸ ਨੇ ਕਿਹਾ, ਜੀ ਬਹੁਤ ਸੁਆਦ ਸੀ। ਫੇਰ ਕਹਿਣ ਲੱਗਾ, ਜੀ ਮੈਂ ਬਣਾਈ ਹੈ। ਉਮਰ ੭੦ ਸਾਲ, ਪਰ ਸ਼ਾਇਦ ਕਿਸੇ ਮਹਾਂਪੁਰਖ ਦੀ ਸੰਗਤ ਨਹੀਂ ਮਿਲੀ। ਦਾਸ ਨੇ ਸੋਚਿਆ ਕਿ ਜਿਸ ਤਰ੍ਹਾਂ ਇਸ ਨੇ ਕਿਹਾ ਹੈ ਕਿ ਦਾਲ ਮੈਂ ਬਣਾਈ ਹੈ, ਜੇ ਸੇਵਾ ਦਾ ਮਹਾਤਮ ਇਕੱਠਾ ਹੋਇਆ ਸੀ, ਉਸ ਵਿਚੋਂ ੪੦ ਪੈਸੇ ਡੁੱਲ੍ਹ ਗਿਆ ਹੈ : [810,410,1186,646]
paragraph: 'ਵਾਹ-ਵਾਹ' ਦੇਸ ਰਸਤੇ ਦੀ ਬੜੀ ਵੱਡੀ ਖਾਈ ਹੈ। ਜਿਸ ਵਿਚ ਕੋਈ ਗੁਟ ਹੈ, ਕੋਈ ਬਾਣੀ ਪੜ੍ਹਦਾ ਹੈ, ਕੋਈ ਸਿਮਰਨ ਕਰਦਾ ਹੈ, ਕਈਆਂ ਦੀ ਜ਼ਿੰਦਗੀ 'ਚ ਹੱਥੀਂ ਸੇਵਾ ਬਹੁਤ ਹੁੰਦੀ ਹੈ, ਕਈ ਜ਼ਿੰਦਗੀ 'ਚ ਦਾਨ-ਪੁੰਨ, ਦਇਆ ਦੇ ਕਾਰਜ ਬਹੁਤ ਕਰਦੇ ਹਨ ਪਰ ਜੇ ਚਾਹੁੰਦੇ ਹੋ ਮੰਜ਼ਿਲ ਤੱਕ ਪਹੁੰਚਣਾ ਤਾਂ ਕਦੀ ਵੀ ਪ੍ਰਗਟ ਕਰਨ ਦੀ ਕੋਸ਼ਿਸ਼ ਨਾ ਕਰਿਓ। ਆਪਣੇ ਆਪ ਪ੍ਰਗਟ ਹੋਏ ਤੇ ਕੋਈ ਗੱਲ ਨਹੀਂ ਪਰ ਜਦੋਂ ਅਸੀਂ ਆਪ ਪ੍ਰਗਟ ਕਰਾਂਗੇ ਤਾਂ ਕਮਾਈ ਡੁੱਲ੍ਹ ਜਾਵੇਗੀ। [18,207,388,302]
author-role: ਮੁੱਖ ਸੇਵਾਦਾਰ : [603,164,699,185]
paragraph: ਜੇ ਚਾਹੁੰਦੇ ਹੋ, ਜਪਿਆ ਨਾਮ ਸੰਭਾਲਿਆ ਜਾਵੇ, ਕੋਈ ਵੀ ਚੰਗੇ ਤੋਂ ਚੰਗਾ ਕੰਮ ਕਰ ਕੇ ਪ੍ਰਗਟ ਨਾ ਕਰਿਓ। ਬਾਬਾ ਨੰਦ ਸਿੰਘ ਜੀ ਦੇ ਬਚਨ ਹਨ, ਨਾਮ ਜਪਣਾ ਔਖਾ ਹੈ। ਨਾਮ ਜਪ ਕੇ, ਘਾਲਣਾ ਕਰ ਕੇ, ਬੰਦਗੀ ਕਰਕੇ ਜਾਂ ਸਰੀਰ ਕਰਕੇ ਕੋਈ ਗੁਰੂ ਘਰ ਦੀ ਸੇਵਾ ਕਰ ਕੇ ਜਾਂ ਦਾਨ ਪੁੰਨ ਕਰ ਕੇ, ਕਮਾਈ ਕਰਕੇ, ਕਮਾਈ ਨੂੰ ਸੰਭਾਲਣ ਦੀ ਵੀ ਜੁਗਤੀ ਚਾਹੀਦੀ ਹੈ। ਸੰਭਾਲਦਾ ਉਹੀ ਹੈ ਜਿਸ ਨੂੰ ਜੁਗਤੀਆਂ ਪਤਾ ਹੋਣ। ਜਿਹੜਾ ਜੁਗਤੀਆਂ ਨੂੰ ਸਮਝ ਕੇ ੧੦-੨੦ ਪੈਸੇ ਵੀ ਚਲਦਾ ਹੈ, ਯਤਨ ਕਰਦਾ ਹੈ ਕਮਾਈ ਨੂੰ ਸੰਭਾਲਣ ਦਾ ਉਹੀ ਅਗਾਂਹ ਵਧ ਸਕਦਾ ਹੈ। ਜਿਸ ਨੂੰ ਨਹੀਂ ਸਮਝ ਉਹ ਨਾਲ-ਨਾਲ ਭਾਂਡਾ ਭਰਦਾ ਹੈ ਤੇ ਨਾਲ ਨਾਲ ਡੁੱਲ੍ਹਦਾ ਜਾਂਦਾ ਹੈ ਜਿਵੇਂ ਕਿ ਗੁਰਬਾਣੀ ਵਿਚ ਫਰਮਾਣ ਹੈ : [810,234,1186,376]
